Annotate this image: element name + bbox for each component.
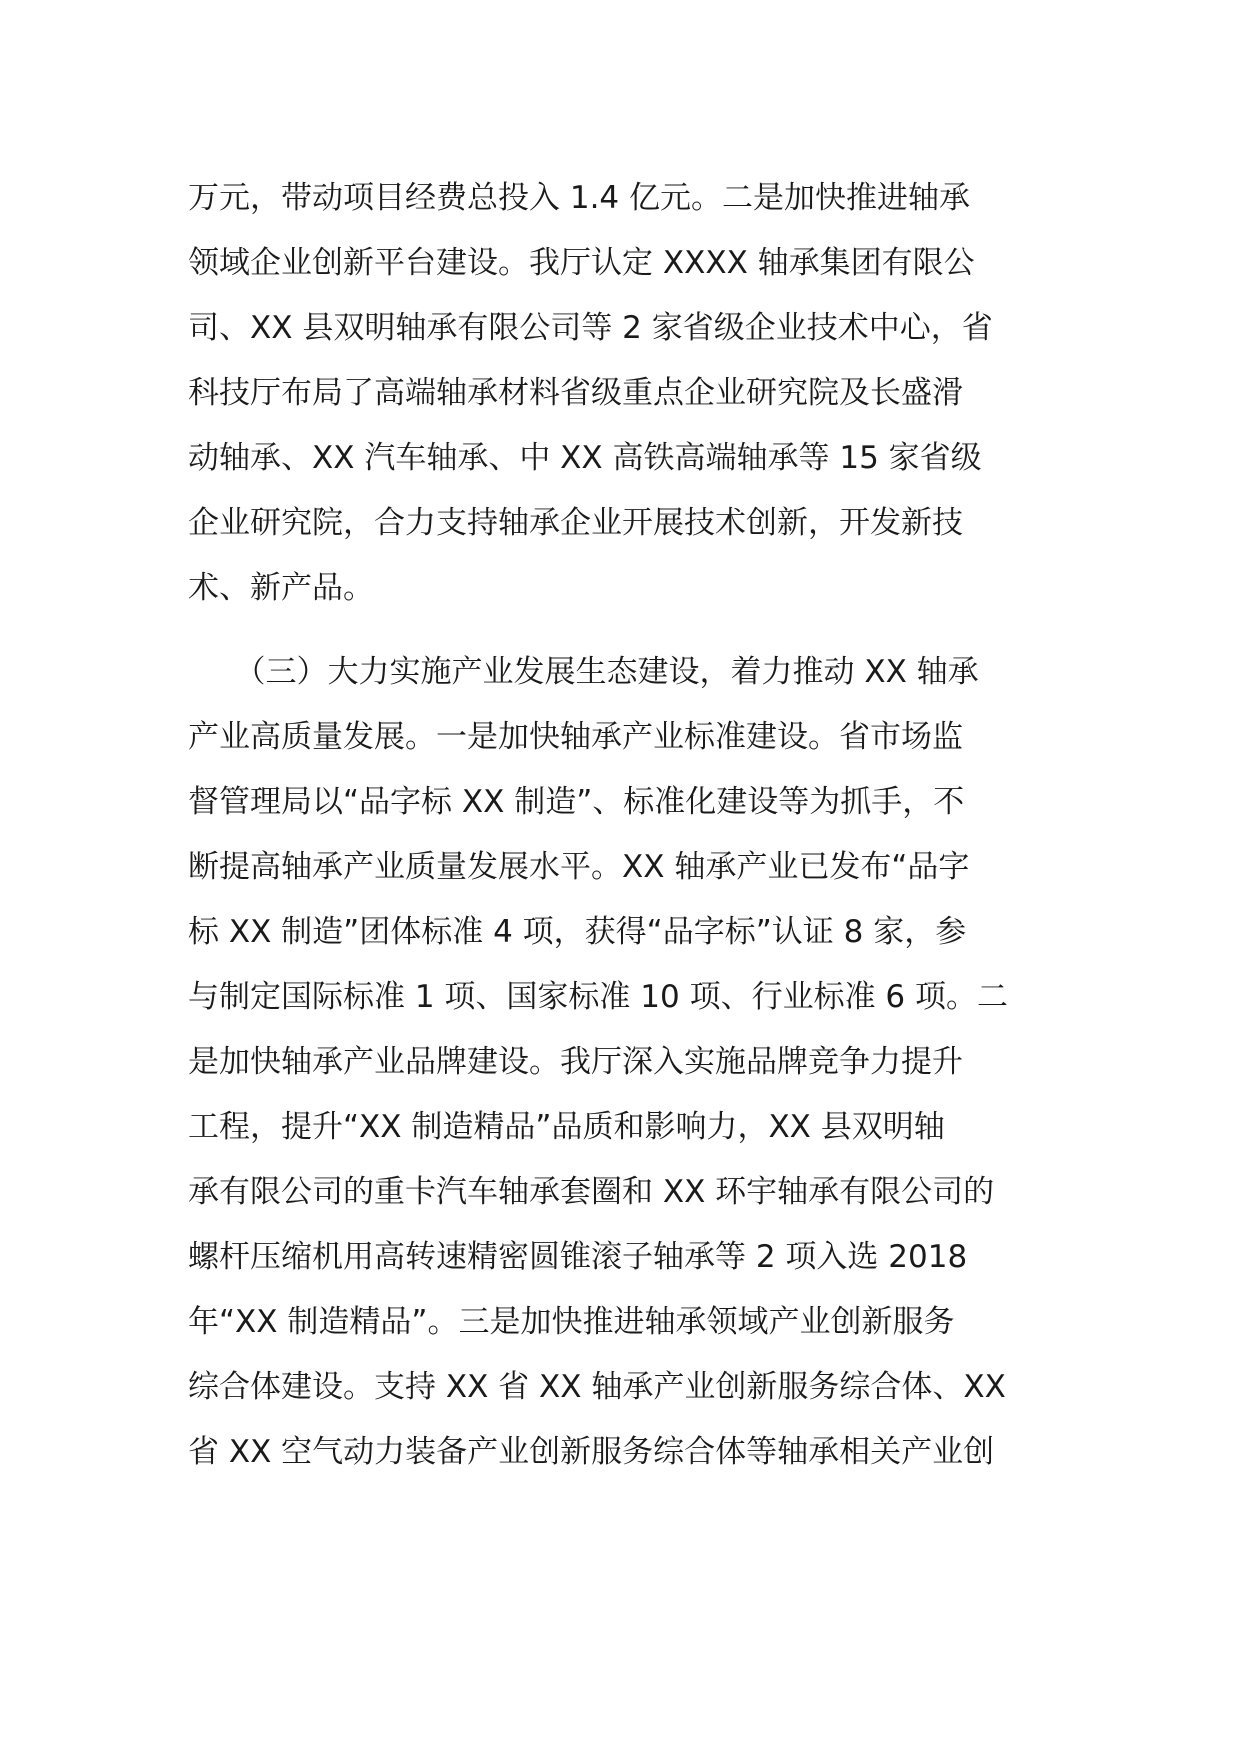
paragraph-1: [188, 166, 1054, 621]
paragraph-line: 企业研究院，合力支持轴承企业开展技术创新，开发新技: [188, 505, 963, 541]
paragraph-line: 是加快轴承产业品牌建设。我厅深入实施品牌竞争力提升: [188, 1044, 963, 1080]
paragraph-line: 科技厅布局了高端轴承材料省级重点企业研究院及长盛滑: [188, 375, 963, 411]
paragraph-line: 标 XX 制造”团体标准 4 项，获得“品字标”认证 8 家，参: [188, 914, 967, 950]
paragraph-line: 产业高质量发展。一是加快轴承产业标准建设。省市场监: [188, 719, 963, 755]
paragraph-line: 领域企业创新平台建设。我厅认定 XXXX 轴承集团有限公: [188, 245, 975, 281]
paragraph-line: 万元，带动项目经费总投入 1.4 亿元。二是加快推进轴承: [188, 180, 971, 216]
paragraph-line: 承有限公司的重卡汽车轴承套圈和 XX 环宇轴承有限公司的: [188, 1174, 995, 1210]
paragraph-spacer: [188, 621, 1054, 640]
paragraph-line: 与制定国际标准 1 项、国家标准 10 项、行业标准 6 项。二: [188, 979, 1009, 1015]
document-body: [188, 166, 1054, 1485]
paragraph-line: 螺杆压缩机用高转速精密圆锥滚子轴承等 2 项入选 2018: [188, 1239, 968, 1275]
paragraph-line: 工程，提升“XX 制造精品”品质和影响力，XX 县双明轴: [188, 1109, 945, 1145]
paragraph-line: 省 XX 空气动力装备产业创新服务综合体等轴承相关产业创: [188, 1434, 995, 1470]
paragraph-line: 年“XX 制造精品”。三是加快推进轴承领域产业创新服务: [188, 1304, 955, 1340]
paragraph-line: 断提高轴承产业质量发展水平。XX 轴承产业已发布“品字: [188, 849, 970, 885]
paragraph-line: 综合体建设。支持 XX 省 XX 轴承产业创新服务综合体、XX: [188, 1369, 1006, 1405]
paragraph-2: [188, 640, 1054, 1485]
paragraph-line: 督管理局以“品字标 XX 制造”、标准化建设等为抓手，不: [188, 784, 965, 820]
paragraph-line: 术、新产品。: [188, 570, 374, 606]
paragraph-line: （三）大力实施产业发展生态建设，着力推动 XX 轴承: [188, 654, 979, 690]
paragraph-line: 司、XX 县双明轴承有限公司等 2 家省级企业技术中心，省: [188, 310, 993, 346]
paragraph-line: 动轴承、XX 汽车轴承、中 XX 高铁高端轴承等 15 家省级: [188, 440, 982, 476]
